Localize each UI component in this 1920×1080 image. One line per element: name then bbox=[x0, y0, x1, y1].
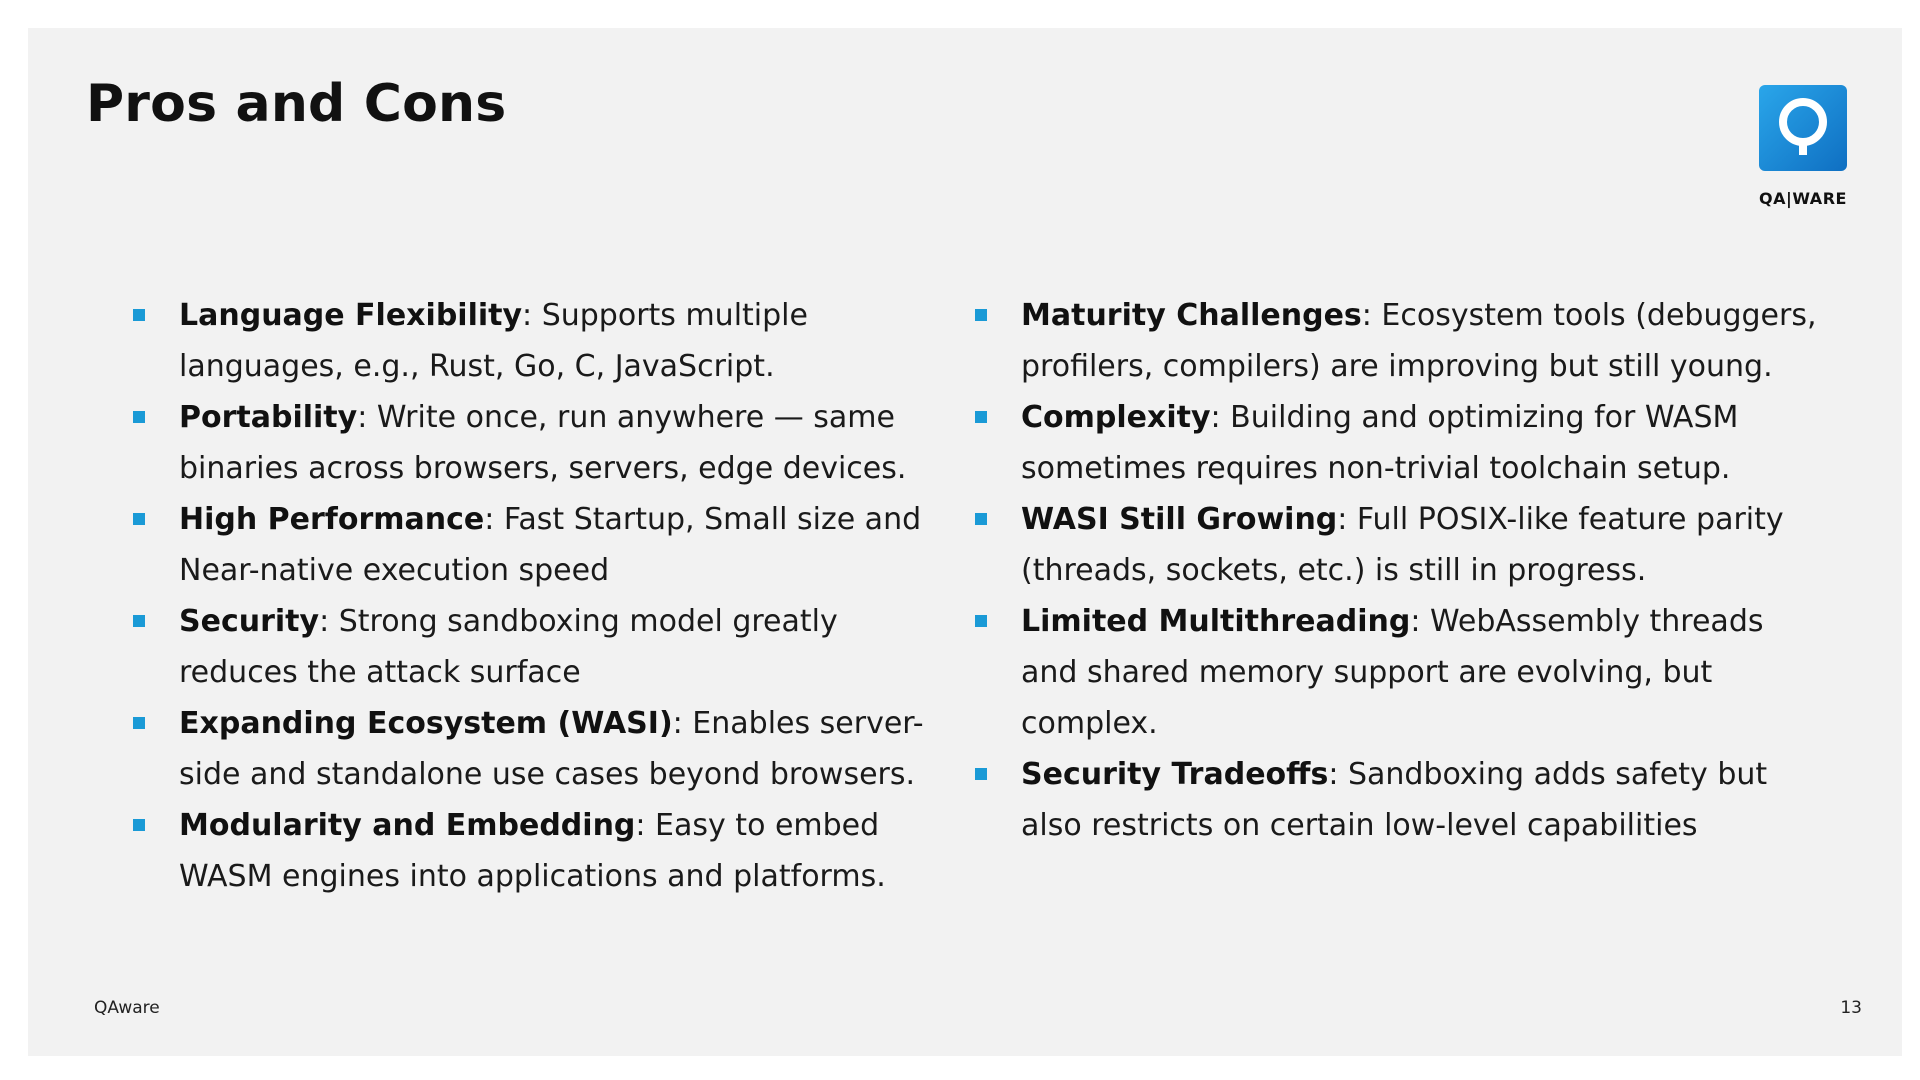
item-text: : Write once, run anywhere — same binaries across browsers, servers, edge devices. bbox=[179, 400, 907, 486]
list-item bbox=[949, 749, 1829, 851]
item-term: Security Tradeoffs bbox=[1021, 757, 1329, 792]
bullet-icon bbox=[975, 411, 987, 423]
list-item bbox=[949, 392, 1829, 494]
slide-title: Pros and Cons bbox=[86, 74, 507, 134]
item-term: Complexity bbox=[1021, 400, 1211, 435]
bullet-icon bbox=[975, 309, 987, 321]
item-term: Modularity and Embedding bbox=[179, 808, 636, 843]
qaware-logo bbox=[1759, 85, 1847, 208]
list-item bbox=[949, 494, 1829, 596]
slide bbox=[28, 28, 1902, 1056]
logo-wordmark: QA|WARE bbox=[1759, 189, 1847, 208]
item-term: High Performance bbox=[179, 502, 485, 537]
item-text: : Strong sandboxing model greatly reduces the attack surface bbox=[179, 604, 838, 690]
bullet-icon bbox=[133, 717, 145, 729]
item-term: Maturity Challenges bbox=[1021, 298, 1362, 333]
item-text: : Full POSIX-like feature parity (threads, sockets, etc.) is still in progress. bbox=[1021, 502, 1784, 588]
bullet-icon bbox=[133, 513, 145, 525]
item-text: : Sandboxing adds safety but also restricts on certain low-level capabilities bbox=[1021, 757, 1768, 843]
bullet-icon bbox=[975, 768, 987, 780]
item-text: : Ecosystem tools (debuggers, profilers, compilers) are improving but still young. bbox=[1021, 298, 1817, 384]
list-item bbox=[107, 800, 927, 902]
list-item bbox=[107, 596, 927, 698]
item-text: : Supports multiple languages, e.g., Rust, Go, C, JavaScript. bbox=[179, 298, 808, 384]
item-text: : Easy to embed WASM engines into applications and platforms. bbox=[179, 808, 886, 894]
item-text: : Enables server-side and standalone use cases beyond browsers. bbox=[179, 706, 924, 792]
item-term: Expanding Ecosystem (WASI) bbox=[179, 706, 673, 741]
list-item bbox=[949, 290, 1829, 392]
page-number: 13 bbox=[1840, 998, 1862, 1018]
item-text: : Fast Startup, Small size and Near-native execution speed bbox=[179, 502, 922, 588]
bullet-icon bbox=[975, 615, 987, 627]
item-term: Security bbox=[179, 604, 320, 639]
bullet-icon bbox=[133, 411, 145, 423]
pros-list bbox=[107, 290, 927, 902]
item-text: : WebAssembly threads and shared memory support are evolving, but complex. bbox=[1021, 604, 1764, 741]
list-item bbox=[107, 392, 927, 494]
item-term: WASI Still Growing bbox=[1021, 502, 1338, 537]
qaware-logo-icon bbox=[1759, 85, 1847, 171]
cons-list bbox=[949, 290, 1829, 851]
list-item bbox=[107, 290, 927, 392]
bullet-icon bbox=[975, 513, 987, 525]
item-term: Language Flexibility bbox=[179, 298, 523, 333]
bullet-icon bbox=[133, 615, 145, 627]
list-item bbox=[107, 494, 927, 596]
item-text: : Building and optimizing for WASM sometimes requires non-trivial toolchain setup. bbox=[1021, 400, 1739, 486]
list-item bbox=[107, 698, 927, 800]
list-item bbox=[949, 596, 1829, 749]
footer-company: QAware bbox=[94, 998, 160, 1018]
item-term: Portability bbox=[179, 400, 358, 435]
bullet-icon bbox=[133, 309, 145, 321]
item-term: Limited Multithreading bbox=[1021, 604, 1411, 639]
bullet-icon bbox=[133, 819, 145, 831]
